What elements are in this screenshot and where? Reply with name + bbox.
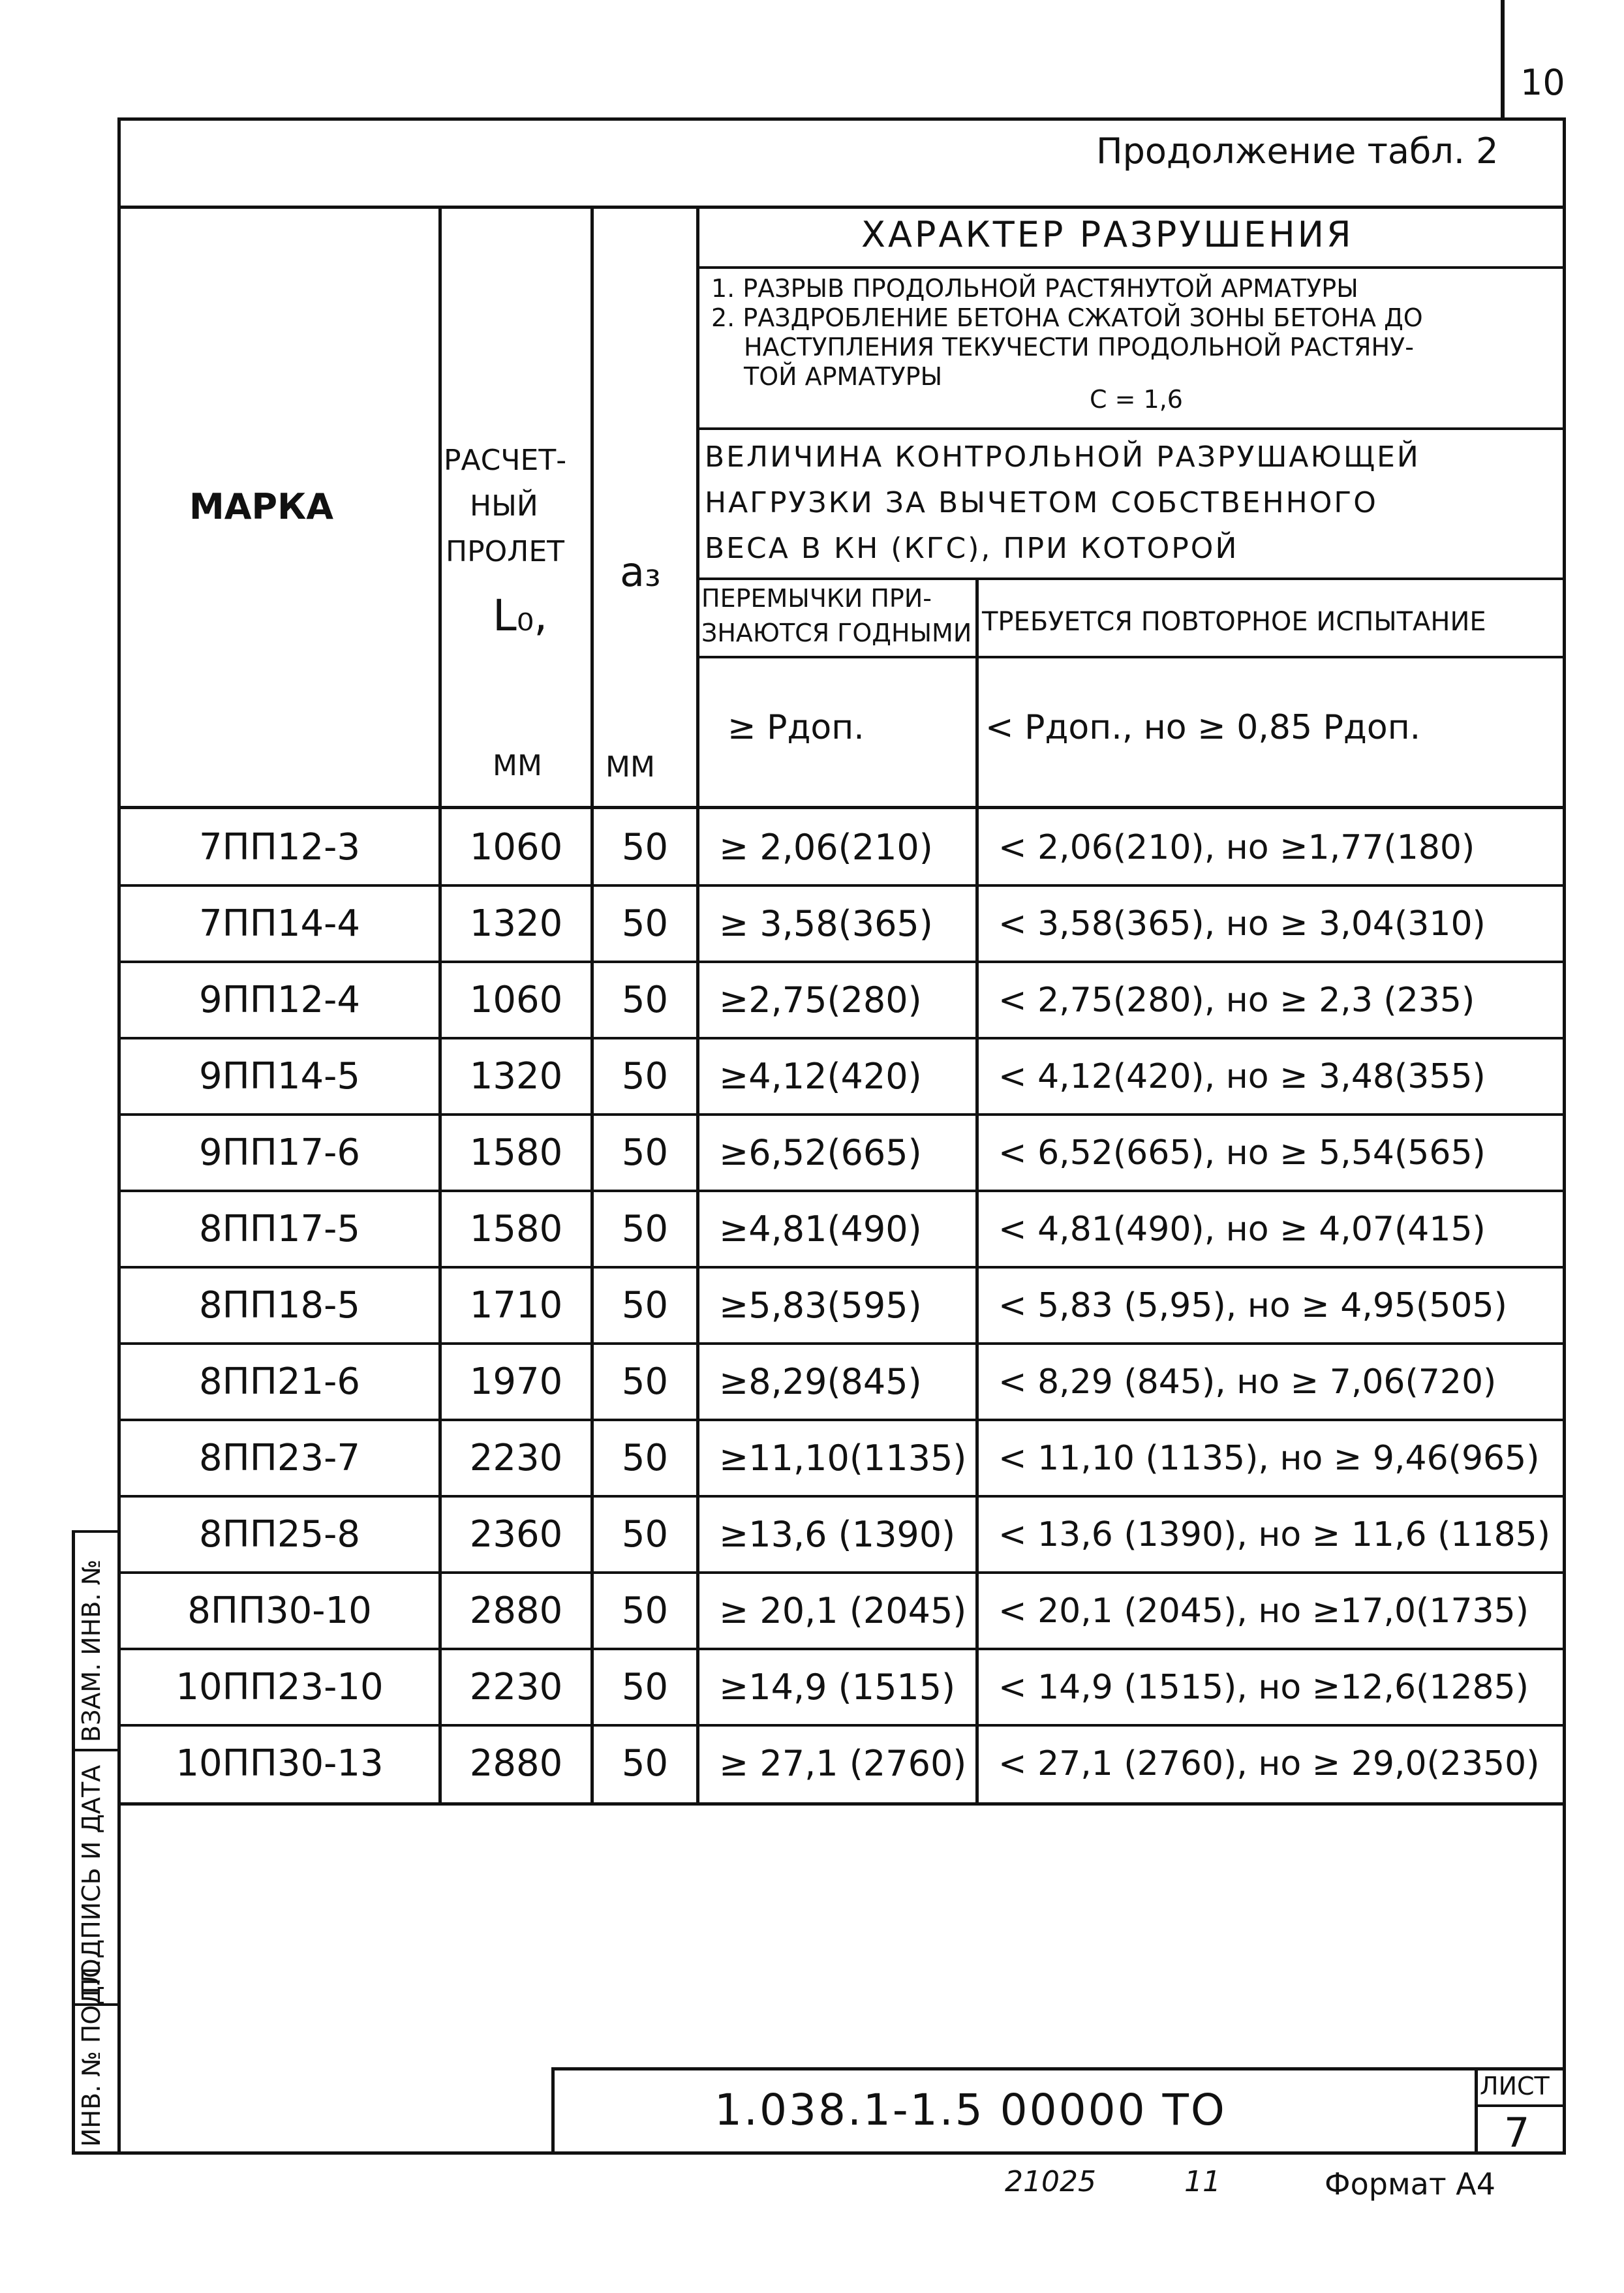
cell-retest: < 4,12(420), но ≥ 3,48(355) <box>998 1056 1486 1096</box>
cell-span: 2880 <box>469 1590 563 1632</box>
cell-a: 50 <box>621 1742 669 1785</box>
cell-span: 2360 <box>469 1513 563 1556</box>
cell-a: 50 <box>621 1666 669 1708</box>
cell-span: 1580 <box>469 1131 563 1174</box>
sheet-label: ЛИСТ <box>1480 2072 1550 2101</box>
cell-mark: 8ПП30-10 <box>187 1590 372 1632</box>
cell-accepted: ≥5,83(595) <box>719 1285 922 1326</box>
cell-mark: 8ПП25-8 <box>199 1513 360 1556</box>
cell-a: 50 <box>621 1437 669 1479</box>
cell-retest: < 8,29 (845), но ≥ 7,06(720) <box>998 1362 1497 1402</box>
load-line-2: НАГРУЗКИ ЗА ВЫЧЕТОМ СОБСТВЕННОГО <box>705 486 1378 519</box>
cell-accepted: ≥ 2,06(210) <box>719 827 933 868</box>
cell-a: 50 <box>621 1131 669 1174</box>
cell-retest: < 2,06(210), но ≥1,77(180) <box>998 827 1475 867</box>
cell-a: 50 <box>621 1208 669 1250</box>
retest-header: ТРЕБУЕТСЯ ПОВТОРНОЕ ИСПЫТАНИЕ <box>982 607 1486 637</box>
cell-retest: < 27,1 (2760), но ≥ 29,0(2350) <box>998 1744 1540 1783</box>
cell-mark: 7ПП12-3 <box>199 826 360 869</box>
stamp-inv-orig: ИНВ. № ПОДЛ. <box>77 1959 106 2147</box>
load-line-1: ВЕЛИЧИНА КОНТРОЛЬНОЙ РАЗРУШАЮЩЕЙ <box>705 440 1420 474</box>
document-designation: 1.038.1-1.5 00000 ТО <box>714 2085 1227 2135</box>
cell-accepted: ≥13,6 (1390) <box>719 1514 956 1555</box>
cell-span: 1710 <box>469 1284 563 1327</box>
footer-num: 11 <box>1184 2165 1221 2198</box>
cell-accepted: ≥ 27,1 (2760) <box>719 1743 967 1784</box>
cell-retest: < 3,58(365), но ≥ 3,04(310) <box>998 904 1486 944</box>
cell-mark: 10ПП30-13 <box>176 1742 384 1785</box>
cell-retest: < 4,81(490), но ≥ 4,07(415) <box>998 1209 1486 1249</box>
cell-span: 1060 <box>469 826 563 869</box>
row-divider <box>121 1266 1563 1269</box>
cell-accepted: ≥2,75(280) <box>719 979 922 1021</box>
cell-span: 1970 <box>469 1361 563 1403</box>
cell-a: 50 <box>621 979 669 1021</box>
cell-accepted: ≥ 20,1 (2045) <box>719 1590 967 1631</box>
cell-a: 50 <box>621 902 669 945</box>
col-span-header-l3: ПРОЛЕТ <box>446 535 565 568</box>
cell-span: 2230 <box>469 1437 563 1479</box>
footer-code: 21025 <box>1005 2165 1096 2198</box>
sheet-number: 7 <box>1504 2109 1530 2157</box>
frame-right <box>1563 117 1566 2153</box>
load-line-3: ВЕСА В КН (КГС), ПРИ КОТОРОЙ <box>705 532 1239 565</box>
frame-top <box>117 117 1566 121</box>
row-divider <box>121 1037 1563 1039</box>
cell-mark: 8ПП23-7 <box>199 1437 360 1479</box>
row-divider <box>121 961 1563 963</box>
col-span-unit: ММ <box>493 749 542 782</box>
cell-accepted: ≥ 3,58(365) <box>719 903 933 944</box>
frame-bottom <box>72 2151 1566 2155</box>
cell-a: 50 <box>621 1513 669 1556</box>
cell-retest: < 13,6 (1390), но ≥ 11,6 (1185) <box>998 1515 1551 1554</box>
cell-accepted: ≥4,81(490) <box>719 1208 922 1250</box>
row-divider <box>121 1190 1563 1192</box>
cell-a: 50 <box>621 1284 669 1327</box>
cell-a: 50 <box>621 1361 669 1403</box>
cell-retest: < 20,1 (2045), но ≥17,0(1735) <box>998 1591 1529 1631</box>
cell-a: 50 <box>621 1590 669 1632</box>
cell-mark: 8ПП17-5 <box>199 1208 360 1250</box>
accepted-l2: ЗНАЮТСЯ ГОДНЫМИ <box>701 619 972 647</box>
cell-mark: 10ПП23-10 <box>176 1666 384 1708</box>
row-divider <box>121 1495 1563 1498</box>
cell-span: 2230 <box>469 1666 563 1708</box>
accepted-l1: ПЕРЕМЫЧКИ ПРИ- <box>701 584 932 613</box>
row-divider <box>121 1724 1563 1727</box>
cell-accepted: ≥11,10(1135) <box>719 1438 967 1479</box>
col-span-header-l2: НЫЙ <box>470 489 538 523</box>
row-divider <box>121 1113 1563 1116</box>
cell-retest: < 14,9 (1515), но ≥12,6(1285) <box>998 1667 1529 1707</box>
col-span-symbol: L₀, <box>493 591 548 641</box>
cell-mark: 8ПП18-5 <box>199 1284 360 1327</box>
col-a-symbol: a₃ <box>620 548 661 596</box>
page-number: 10 <box>1520 62 1565 103</box>
failure-line-3: НАСТУПЛЕНИЯ ТЕКУЧЕСТИ ПРОДОЛЬНОЙ РАСТЯНУ- <box>744 333 1414 362</box>
row-divider <box>121 1648 1563 1650</box>
row-divider <box>121 1419 1563 1421</box>
retest-cond: < Pдоп., но ≥ 0,85 Pдоп. <box>985 708 1421 747</box>
footer-format: Формат А4 <box>1325 2166 1495 2202</box>
cell-mark: 9ПП14-5 <box>199 1055 360 1098</box>
cell-span: 1320 <box>469 902 563 945</box>
failure-line-1: 1. РАЗРЫВ ПРОДОЛЬНОЙ РАСТЯНУТОЙ АРМАТУРЫ <box>711 274 1358 303</box>
failure-c: С = 1,6 <box>1090 385 1183 414</box>
stamp-sign-date: ПОДПИСЬ И ДАТА <box>77 1764 106 1997</box>
cell-mark: 9ПП12-4 <box>199 979 360 1021</box>
failure-title: ХАРАКТЕР РАЗРУШЕНИЯ <box>861 214 1354 255</box>
cell-span: 1320 <box>469 1055 563 1098</box>
cell-mark: 9ПП17-6 <box>199 1131 360 1174</box>
cell-retest: < 2,75(280), но ≥ 2,3 (235) <box>998 980 1475 1020</box>
col-span-header-l1: РАСЧЕТ- <box>444 444 567 477</box>
cell-mark: 7ПП14-4 <box>199 902 360 945</box>
cell-a: 50 <box>621 826 669 869</box>
col-mark-header: МАРКА <box>189 486 334 527</box>
cell-span: 1580 <box>469 1208 563 1250</box>
stamp-vzam-inv: ВЗАМ. ИНВ. № <box>77 1559 106 1742</box>
cell-retest: < 5,83 (5,95), но ≥ 4,95(505) <box>998 1285 1507 1325</box>
cell-retest: < 11,10 (1135), но ≥ 9,46(965) <box>998 1438 1540 1478</box>
cell-accepted: ≥4,12(420) <box>719 1056 922 1097</box>
cell-span: 1060 <box>469 979 563 1021</box>
cell-retest: < 6,52(665), но ≥ 5,54(565) <box>998 1133 1486 1173</box>
row-divider <box>121 1342 1563 1345</box>
col-a-unit: ММ <box>605 750 655 784</box>
cell-mark: 8ПП21-6 <box>199 1361 360 1403</box>
failure-line-4: ТОЙ АРМАТУРЫ <box>744 362 943 391</box>
row-divider <box>121 1571 1563 1574</box>
accepted-cond: ≥ Pдоп. <box>728 708 865 747</box>
cell-span: 2880 <box>469 1742 563 1785</box>
failure-line-2: 2. РАЗДРОБЛЕНИЕ БЕТОНА СЖАТОЙ ЗОНЫ БЕТОНА ДО <box>711 303 1423 332</box>
cell-accepted: ≥8,29(845) <box>719 1361 922 1402</box>
row-divider <box>121 884 1563 887</box>
cell-accepted: ≥6,52(665) <box>719 1132 922 1173</box>
cell-a: 50 <box>621 1055 669 1098</box>
table-caption: Продолжение табл. 2 <box>1096 131 1499 172</box>
cell-accepted: ≥14,9 (1515) <box>719 1667 956 1708</box>
